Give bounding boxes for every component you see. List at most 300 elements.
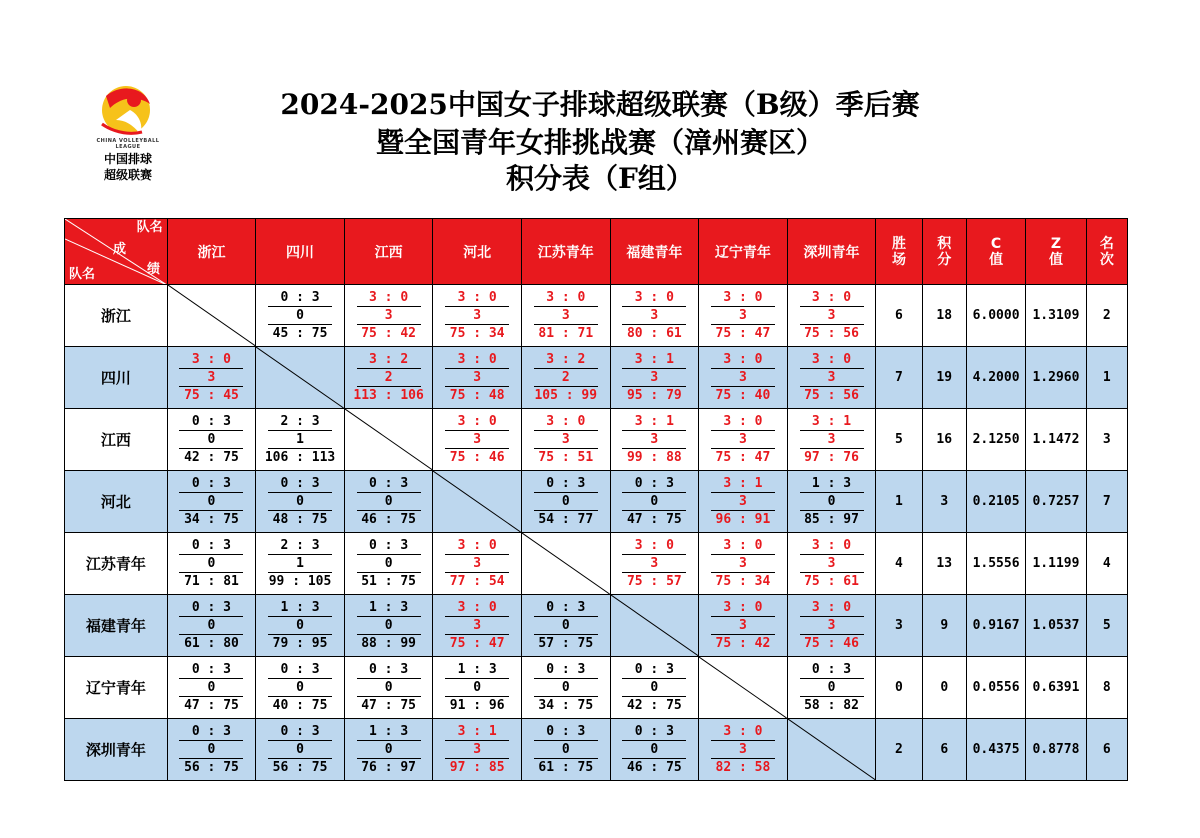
match-result-loss xyxy=(611,723,699,776)
match-result-cell xyxy=(167,347,256,409)
match-result-loss xyxy=(345,661,433,714)
match-result-loss xyxy=(168,413,256,466)
self-match-cell xyxy=(167,285,256,347)
match-rally-points: 99 : 105 xyxy=(268,574,332,589)
match-sets: 0 : 3 xyxy=(179,723,243,741)
match-result-cell xyxy=(256,409,345,471)
match-sets: 0 : 3 xyxy=(534,475,598,493)
match-result-loss xyxy=(345,537,433,590)
match-result-loss xyxy=(256,475,344,528)
match-sets: 0 : 3 xyxy=(179,537,243,555)
match-rally-points: 95 : 79 xyxy=(626,388,682,403)
match-result-cell xyxy=(256,533,345,595)
match-rally-points: 46 : 75 xyxy=(361,512,417,527)
title-line-2: 暨全国青年女排挑战赛（漳州赛区） xyxy=(375,126,824,159)
c-value: 4.2000 xyxy=(966,347,1025,409)
match-result-win xyxy=(611,289,699,342)
match-score-points: 0 xyxy=(800,493,864,511)
match-result-loss xyxy=(345,599,433,652)
match-result-cell xyxy=(521,409,610,471)
match-score-points: 2 xyxy=(534,369,598,387)
match-sets: 3 : 0 xyxy=(622,289,686,307)
match-result-cell xyxy=(610,657,699,719)
match-rally-points: 97 : 76 xyxy=(804,450,859,465)
match-score-points: 0 xyxy=(179,493,243,511)
standings-table xyxy=(64,218,1128,781)
row-team-name: 江西 xyxy=(65,409,168,471)
col-header-rank xyxy=(1086,219,1127,285)
match-sets: 0 : 3 xyxy=(179,599,243,617)
match-result-cell xyxy=(521,347,610,409)
z-value: 1.1199 xyxy=(1026,533,1086,595)
match-result-loss xyxy=(168,537,256,590)
col-header-team: 河北 xyxy=(433,219,522,285)
wins-value: 6 xyxy=(876,285,922,347)
col-header-team: 浙江 xyxy=(167,219,256,285)
match-result-cell xyxy=(699,409,788,471)
match-score-points: 3 xyxy=(357,307,421,325)
corner-label-mid2: 绩 xyxy=(147,262,161,277)
self-match-cell xyxy=(610,595,699,657)
c-header-char1: C xyxy=(990,235,1002,252)
match-result-cell xyxy=(256,719,345,781)
match-result-win xyxy=(699,537,787,590)
match-sets: 0 : 3 xyxy=(268,289,332,307)
match-score-points: 3 xyxy=(711,493,775,511)
wins-value: 2 xyxy=(876,719,922,781)
corner-label-mid1: 成 xyxy=(113,242,127,257)
match-result-cell xyxy=(256,595,345,657)
match-sets: 3 : 0 xyxy=(711,537,775,555)
match-score-points: 0 xyxy=(268,679,332,697)
match-sets: 0 : 3 xyxy=(179,413,243,431)
diagonal-line xyxy=(611,595,699,656)
match-rally-points: 106 : 113 xyxy=(264,450,336,465)
match-score-points: 3 xyxy=(622,555,686,573)
rank-value: 8 xyxy=(1086,657,1127,719)
title-line-1: 2024-2025中国女子排球超级联赛（B级）季后赛 xyxy=(280,88,920,121)
corner-label-top: 队名 xyxy=(136,220,163,235)
match-rally-points: 82 : 58 xyxy=(715,760,771,775)
z-header-char1: Z xyxy=(1050,235,1062,252)
match-rally-points: 61 : 75 xyxy=(538,760,594,775)
match-rally-points: 81 : 71 xyxy=(538,326,594,341)
c-value: 1.5556 xyxy=(966,533,1025,595)
match-result-win xyxy=(168,351,256,404)
match-score-points: 3 xyxy=(711,431,775,449)
match-score-points: 3 xyxy=(800,617,864,635)
match-sets: 2 : 3 xyxy=(268,537,332,555)
match-result-cell xyxy=(167,657,256,719)
c-value: 0.2105 xyxy=(966,471,1025,533)
match-score-points: 0 xyxy=(357,741,421,759)
match-result-loss xyxy=(522,723,610,776)
match-result-loss xyxy=(256,661,344,714)
team-row xyxy=(65,347,1128,409)
team-row xyxy=(65,657,1128,719)
match-result-cell xyxy=(344,285,433,347)
match-rally-points: 75 : 56 xyxy=(804,326,859,341)
match-rally-points: 47 : 75 xyxy=(184,698,239,713)
match-sets: 3 : 0 xyxy=(445,413,509,431)
match-result-win xyxy=(611,351,699,404)
match-sets: 3 : 0 xyxy=(711,723,775,741)
match-result-cell xyxy=(610,285,699,347)
z-value: 0.7257 xyxy=(1026,471,1086,533)
match-rally-points: 75 : 45 xyxy=(184,388,239,403)
match-sets: 0 : 3 xyxy=(268,661,332,679)
match-result-loss xyxy=(611,661,699,714)
rank-value: 1 xyxy=(1086,347,1127,409)
logo-chinese-line2: 超级联赛 xyxy=(103,168,152,182)
team-row xyxy=(65,471,1128,533)
match-rally-points: 75 : 48 xyxy=(449,388,505,403)
match-score-points: 3 xyxy=(445,555,509,573)
match-result-win xyxy=(345,351,433,404)
match-score-points: 1 xyxy=(268,555,332,573)
match-rally-points: 34 : 75 xyxy=(184,512,239,527)
match-result-cell xyxy=(344,657,433,719)
match-result-cell xyxy=(344,347,433,409)
rank-header-char1: 名 xyxy=(1099,235,1114,252)
match-rally-points: 113 : 106 xyxy=(353,388,424,403)
row-team-name: 辽宁青年 xyxy=(65,657,168,719)
match-result-loss xyxy=(345,723,433,776)
rank-value: 6 xyxy=(1086,719,1127,781)
match-result-cell xyxy=(699,285,788,347)
diagonal-line xyxy=(522,533,610,594)
match-rally-points: 80 : 61 xyxy=(626,326,682,341)
match-result-cell xyxy=(787,657,876,719)
match-rally-points: 46 : 75 xyxy=(626,760,682,775)
match-sets: 3 : 0 xyxy=(800,599,864,617)
match-rally-points: 57 : 75 xyxy=(538,636,594,651)
match-rally-points: 51 : 75 xyxy=(361,574,417,589)
logo-chinese-line1: 中国排球 xyxy=(103,152,152,166)
match-score-points: 3 xyxy=(711,555,775,573)
match-score-points: 0 xyxy=(622,493,686,511)
match-result-win xyxy=(699,413,787,466)
match-rally-points: 75 : 42 xyxy=(715,636,771,651)
match-result-loss xyxy=(788,475,876,528)
match-sets: 1 : 3 xyxy=(357,599,421,617)
match-score-points: 0 xyxy=(445,679,509,697)
col-header-team: 深圳青年 xyxy=(787,219,876,285)
match-rally-points: 91 : 96 xyxy=(449,698,505,713)
match-result-win xyxy=(522,351,610,404)
match-result-win xyxy=(433,289,521,342)
col-header-team: 四川 xyxy=(256,219,345,285)
match-sets: 1 : 3 xyxy=(268,599,332,617)
match-result-cell xyxy=(167,471,256,533)
match-rally-points: 48 : 75 xyxy=(272,512,328,527)
standings-body xyxy=(65,285,1128,781)
match-result-win xyxy=(433,351,521,404)
match-score-points: 2 xyxy=(357,369,421,387)
match-rally-points: 75 : 40 xyxy=(715,388,771,403)
match-score-points: 0 xyxy=(179,679,243,697)
match-sets: 0 : 3 xyxy=(179,475,243,493)
row-team-name: 江苏青年 xyxy=(65,533,168,595)
match-score-points: 3 xyxy=(445,741,509,759)
match-result-loss xyxy=(788,661,876,714)
match-sets: 3 : 1 xyxy=(622,413,686,431)
match-result-win xyxy=(522,289,610,342)
match-rally-points: 75 : 56 xyxy=(804,388,859,403)
diagonal-line xyxy=(168,285,256,346)
match-result-loss xyxy=(256,537,344,590)
c-value: 0.4375 xyxy=(966,719,1025,781)
match-score-points: 3 xyxy=(800,369,864,387)
match-score-points: 0 xyxy=(268,307,332,325)
match-score-points: 0 xyxy=(179,617,243,635)
match-result-win xyxy=(699,351,787,404)
wins-value: 3 xyxy=(876,595,922,657)
match-sets: 3 : 0 xyxy=(800,537,864,555)
match-sets: 0 : 3 xyxy=(179,661,243,679)
match-score-points: 0 xyxy=(268,741,332,759)
match-sets: 3 : 0 xyxy=(711,413,775,431)
match-score-points: 3 xyxy=(800,307,864,325)
match-sets: 3 : 0 xyxy=(800,289,864,307)
match-sets: 3 : 0 xyxy=(711,599,775,617)
row-team-name: 四川 xyxy=(65,347,168,409)
points-value: 19 xyxy=(922,347,966,409)
match-score-points: 3 xyxy=(622,431,686,449)
match-sets: 0 : 3 xyxy=(357,537,421,555)
match-rally-points: 79 : 95 xyxy=(272,636,328,651)
col-header-wins xyxy=(876,219,922,285)
match-result-cell xyxy=(344,595,433,657)
match-rally-points: 71 : 81 xyxy=(184,574,239,589)
match-rally-points: 75 : 46 xyxy=(804,636,859,651)
match-rally-points: 75 : 47 xyxy=(715,450,771,465)
match-result-win xyxy=(788,599,876,652)
team-row xyxy=(65,595,1128,657)
match-score-points: 3 xyxy=(445,369,509,387)
match-rally-points: 61 : 80 xyxy=(184,636,239,651)
match-result-cell xyxy=(521,285,610,347)
match-sets: 0 : 3 xyxy=(622,723,686,741)
match-sets: 0 : 3 xyxy=(268,723,332,741)
match-result-win xyxy=(433,599,521,652)
match-result-loss xyxy=(168,475,256,528)
match-result-win xyxy=(699,599,787,652)
row-team-name: 深圳青年 xyxy=(65,719,168,781)
match-result-loss xyxy=(433,661,521,714)
match-rally-points: 56 : 75 xyxy=(184,760,239,775)
match-rally-points: 97 : 85 xyxy=(449,760,505,775)
match-result-loss xyxy=(522,475,610,528)
match-score-points: 0 xyxy=(800,679,864,697)
match-score-points: 0 xyxy=(534,679,598,697)
wins-value: 0 xyxy=(876,657,922,719)
match-result-win xyxy=(788,351,876,404)
match-score-points: 0 xyxy=(357,679,421,697)
match-result-win xyxy=(699,289,787,342)
points-value: 0 xyxy=(922,657,966,719)
c-header-char2: 值 xyxy=(989,251,1004,268)
match-sets: 1 : 3 xyxy=(800,475,864,493)
match-score-points: 3 xyxy=(622,307,686,325)
match-result-win xyxy=(788,413,876,466)
match-result-cell xyxy=(787,347,876,409)
match-result-cell xyxy=(787,533,876,595)
col-header-team: 福建青年 xyxy=(610,219,699,285)
match-sets: 0 : 3 xyxy=(534,599,598,617)
match-score-points: 3 xyxy=(711,741,775,759)
diagonal-line xyxy=(256,347,344,408)
match-result-cell xyxy=(256,285,345,347)
match-result-win xyxy=(522,413,610,466)
match-rally-points: 75 : 47 xyxy=(449,636,505,651)
match-rally-points: 75 : 61 xyxy=(804,574,859,589)
match-result-loss xyxy=(256,289,344,342)
match-result-loss xyxy=(345,475,433,528)
z-header-char2: 值 xyxy=(1048,251,1063,268)
match-result-cell xyxy=(167,719,256,781)
match-sets: 0 : 3 xyxy=(357,475,421,493)
match-result-cell xyxy=(699,347,788,409)
match-sets: 1 : 3 xyxy=(445,661,509,679)
points-header-char1: 积 xyxy=(937,235,952,252)
match-score-points: 0 xyxy=(622,741,686,759)
points-value: 13 xyxy=(922,533,966,595)
c-value: 2.1250 xyxy=(966,409,1025,471)
match-result-loss xyxy=(256,413,344,466)
corner-label-bottom: 队名 xyxy=(69,267,96,282)
match-sets: 3 : 1 xyxy=(622,351,686,369)
team-row xyxy=(65,285,1128,347)
match-rally-points: 45 : 75 xyxy=(272,326,328,341)
match-score-points: 3 xyxy=(711,307,775,325)
match-result-cell xyxy=(610,471,699,533)
match-sets: 3 : 1 xyxy=(711,475,775,493)
match-result-loss xyxy=(522,599,610,652)
match-result-loss xyxy=(256,723,344,776)
match-result-cell xyxy=(521,595,610,657)
match-result-cell xyxy=(344,533,433,595)
match-result-cell xyxy=(256,471,345,533)
rank-value: 2 xyxy=(1086,285,1127,347)
match-sets: 0 : 3 xyxy=(622,475,686,493)
match-sets: 0 : 3 xyxy=(268,475,332,493)
match-sets: 3 : 0 xyxy=(622,537,686,555)
match-sets: 0 : 3 xyxy=(357,661,421,679)
match-result-win xyxy=(788,289,876,342)
z-value: 0.8778 xyxy=(1026,719,1086,781)
match-score-points: 0 xyxy=(179,555,243,573)
match-result-cell xyxy=(699,719,788,781)
match-rally-points: 47 : 75 xyxy=(361,698,417,713)
col-header-z-value xyxy=(1026,219,1086,285)
rank-value: 7 xyxy=(1086,471,1127,533)
match-score-points: 0 xyxy=(534,617,598,635)
match-score-points: 0 xyxy=(357,617,421,635)
points-header-char2: 分 xyxy=(937,251,952,268)
diagonal-line xyxy=(699,657,787,718)
wins-value: 4 xyxy=(876,533,922,595)
points-value: 16 xyxy=(922,409,966,471)
header-row xyxy=(65,219,1128,285)
match-score-points: 0 xyxy=(357,493,421,511)
match-rally-points: 75 : 34 xyxy=(449,326,505,341)
match-score-points: 3 xyxy=(534,431,598,449)
col-header-team: 辽宁青年 xyxy=(699,219,788,285)
match-rally-points: 75 : 51 xyxy=(538,450,594,465)
match-result-cell xyxy=(344,471,433,533)
match-result-cell xyxy=(787,471,876,533)
match-score-points: 3 xyxy=(534,307,598,325)
match-sets: 2 : 3 xyxy=(268,413,332,431)
match-rally-points: 75 : 42 xyxy=(361,326,417,341)
self-match-cell xyxy=(433,471,522,533)
match-result-cell xyxy=(610,533,699,595)
match-rally-points: 105 : 99 xyxy=(534,388,598,403)
match-score-points: 0 xyxy=(357,555,421,573)
match-rally-points: 34 : 75 xyxy=(538,698,594,713)
match-result-loss xyxy=(522,661,610,714)
match-result-cell xyxy=(433,595,522,657)
match-score-points: 0 xyxy=(268,493,332,511)
match-rally-points: 99 : 88 xyxy=(626,450,682,465)
match-sets: 3 : 0 xyxy=(445,537,509,555)
match-result-cell xyxy=(433,657,522,719)
match-result-win xyxy=(611,413,699,466)
match-result-cell xyxy=(787,409,876,471)
row-team-name: 河北 xyxy=(65,471,168,533)
match-sets: 0 : 3 xyxy=(622,661,686,679)
diagonal-line xyxy=(433,471,521,532)
wins-header-char1: 胜 xyxy=(891,235,906,252)
self-match-cell xyxy=(256,347,345,409)
match-result-cell xyxy=(521,719,610,781)
self-match-cell xyxy=(521,533,610,595)
match-result-cell xyxy=(167,533,256,595)
match-sets: 3 : 2 xyxy=(534,351,598,369)
match-sets: 3 : 2 xyxy=(357,351,421,369)
points-value: 9 xyxy=(922,595,966,657)
match-result-cell xyxy=(433,719,522,781)
match-result-loss xyxy=(256,599,344,652)
col-header-points xyxy=(922,219,966,285)
match-sets: 3 : 1 xyxy=(445,723,509,741)
wins-value: 1 xyxy=(876,471,922,533)
match-result-win xyxy=(611,537,699,590)
match-result-cell xyxy=(256,657,345,719)
match-sets: 3 : 0 xyxy=(445,351,509,369)
match-rally-points: 85 : 97 xyxy=(804,512,859,527)
row-team-name: 福建青年 xyxy=(65,595,168,657)
match-score-points: 0 xyxy=(179,431,243,449)
match-result-cell xyxy=(699,595,788,657)
match-result-cell xyxy=(433,533,522,595)
match-result-win xyxy=(788,537,876,590)
match-rally-points: 77 : 54 xyxy=(449,574,505,589)
match-result-win xyxy=(433,537,521,590)
match-result-cell xyxy=(787,285,876,347)
col-header-team: 江苏青年 xyxy=(521,219,610,285)
match-sets: 3 : 0 xyxy=(445,599,509,617)
team-row xyxy=(65,719,1128,781)
match-result-cell xyxy=(433,285,522,347)
match-sets: 3 : 0 xyxy=(711,351,775,369)
match-rally-points: 56 : 75 xyxy=(272,760,328,775)
match-sets: 0 : 3 xyxy=(534,723,598,741)
match-score-points: 0 xyxy=(268,617,332,635)
match-sets: 3 : 1 xyxy=(800,413,864,431)
match-result-win xyxy=(699,475,787,528)
